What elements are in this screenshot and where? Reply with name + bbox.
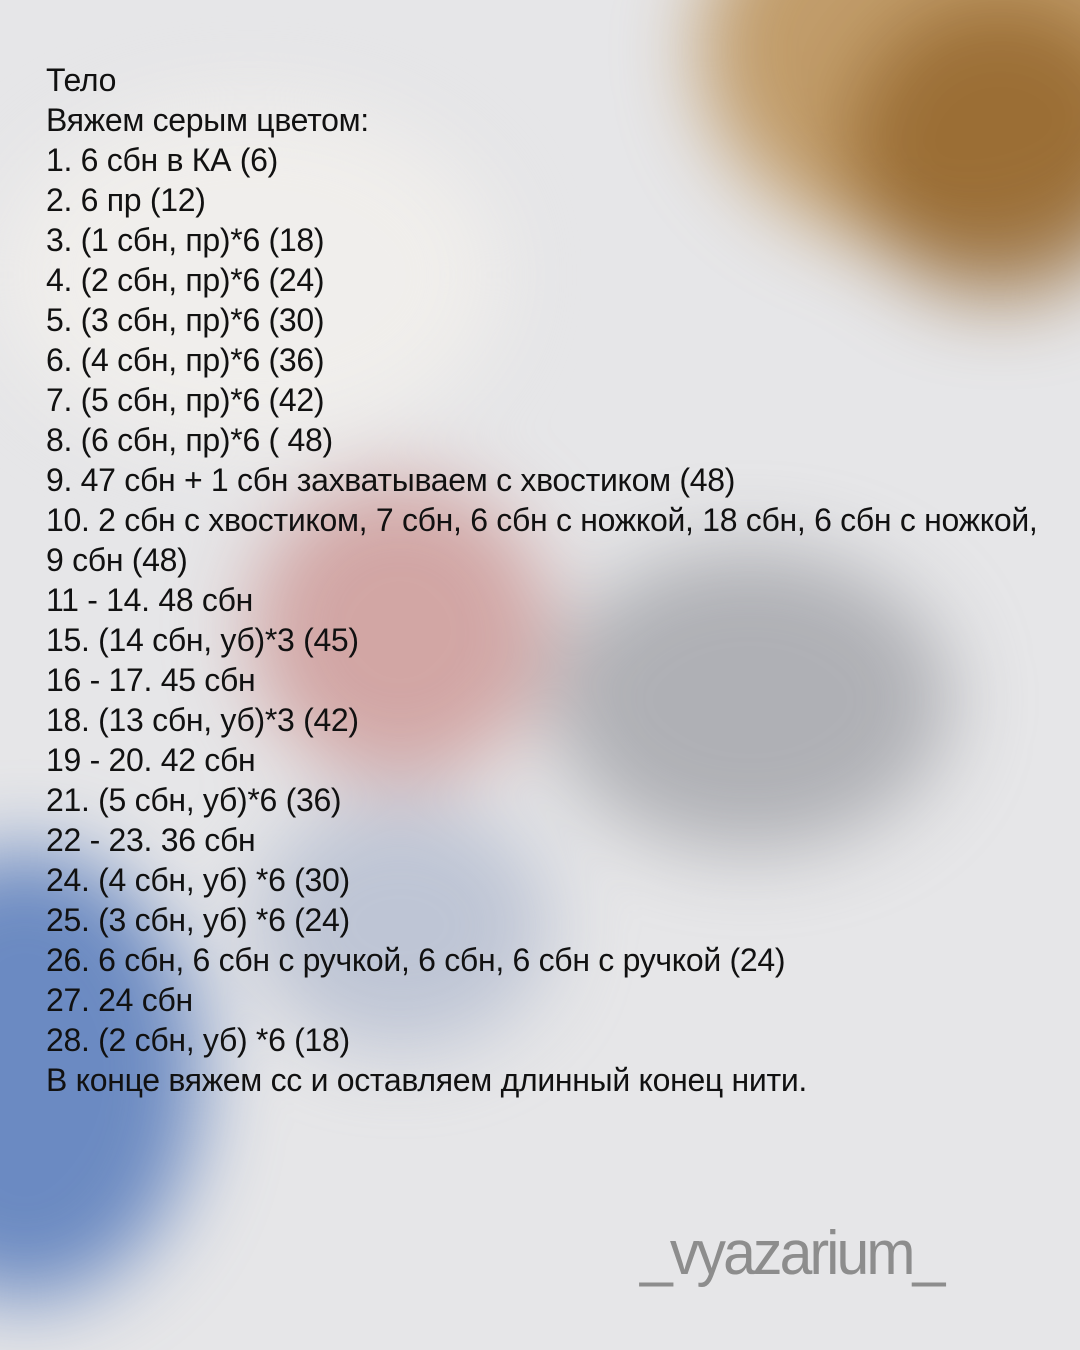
pattern-row: 21. (5 сбн, уб)*6 (36)	[46, 782, 342, 818]
pattern-row: 5. (3 сбн, пр)*6 (30)	[46, 302, 325, 338]
pattern-row: 28. (2 сбн, уб) *6 (18)	[46, 1022, 350, 1058]
pattern-row: 3. (1 сбн, пр)*6 (18)	[46, 222, 325, 258]
pattern-row: 4. (2 сбн, пр)*6 (24)	[46, 262, 325, 298]
pattern-text	[46, 60, 1046, 1100]
pattern-row: 10. 2 сбн с хвостиком, 7 сбн, 6 сбн с ножкой, 18 сбн, 6 сбн с ножкой, 9 сбн (48)	[46, 502, 1038, 578]
pattern-row: 2. 6 пр (12)	[46, 182, 206, 218]
pattern-row: 6. (4 сбн, пр)*6 (36)	[46, 342, 325, 378]
pattern-row: 18. (13 сбн, уб)*3 (42)	[46, 702, 359, 738]
footer-note: В конце вяжем сс и оставляем длинный конец нити.	[46, 1062, 808, 1098]
pattern-row: 9. 47 сбн + 1 сбн захватываем с хвостиком (48)	[46, 462, 736, 498]
section-subtitle: Вяжем серым цветом:	[46, 102, 369, 138]
pattern-row: 11 - 14. 48 сбн	[46, 582, 254, 618]
pattern-row: 25. (3 сбн, уб) *6 (24)	[46, 902, 350, 938]
pattern-row: 26. 6 сбн, 6 сбн с ручкой, 6 сбн, 6 сбн с ручкой (24)	[46, 942, 786, 978]
pattern-row: 22 - 23. 36 сбн	[46, 822, 256, 858]
pattern-row: 16 - 17. 45 сбн	[46, 662, 256, 698]
pattern-row: 15. (14 сбн, уб)*3 (45)	[46, 622, 359, 658]
pattern-row: 19 - 20. 42 сбн	[46, 742, 256, 778]
rows-list	[46, 140, 1046, 1060]
section-title: Тело	[46, 62, 117, 98]
pattern-row: 24. (4 сбн, уб) *6 (30)	[46, 862, 350, 898]
pattern-row: 1. 6 сбн в КА (6)	[46, 142, 278, 178]
pattern-row: 8. (6 сбн, пр)*6 ( 48)	[46, 422, 333, 458]
pattern-row: 27. 24 сбн	[46, 982, 193, 1018]
watermark-logo: _vyazarium_	[640, 1219, 943, 1288]
pattern-row: 7. (5 сбн, пр)*6 (42)	[46, 382, 325, 418]
